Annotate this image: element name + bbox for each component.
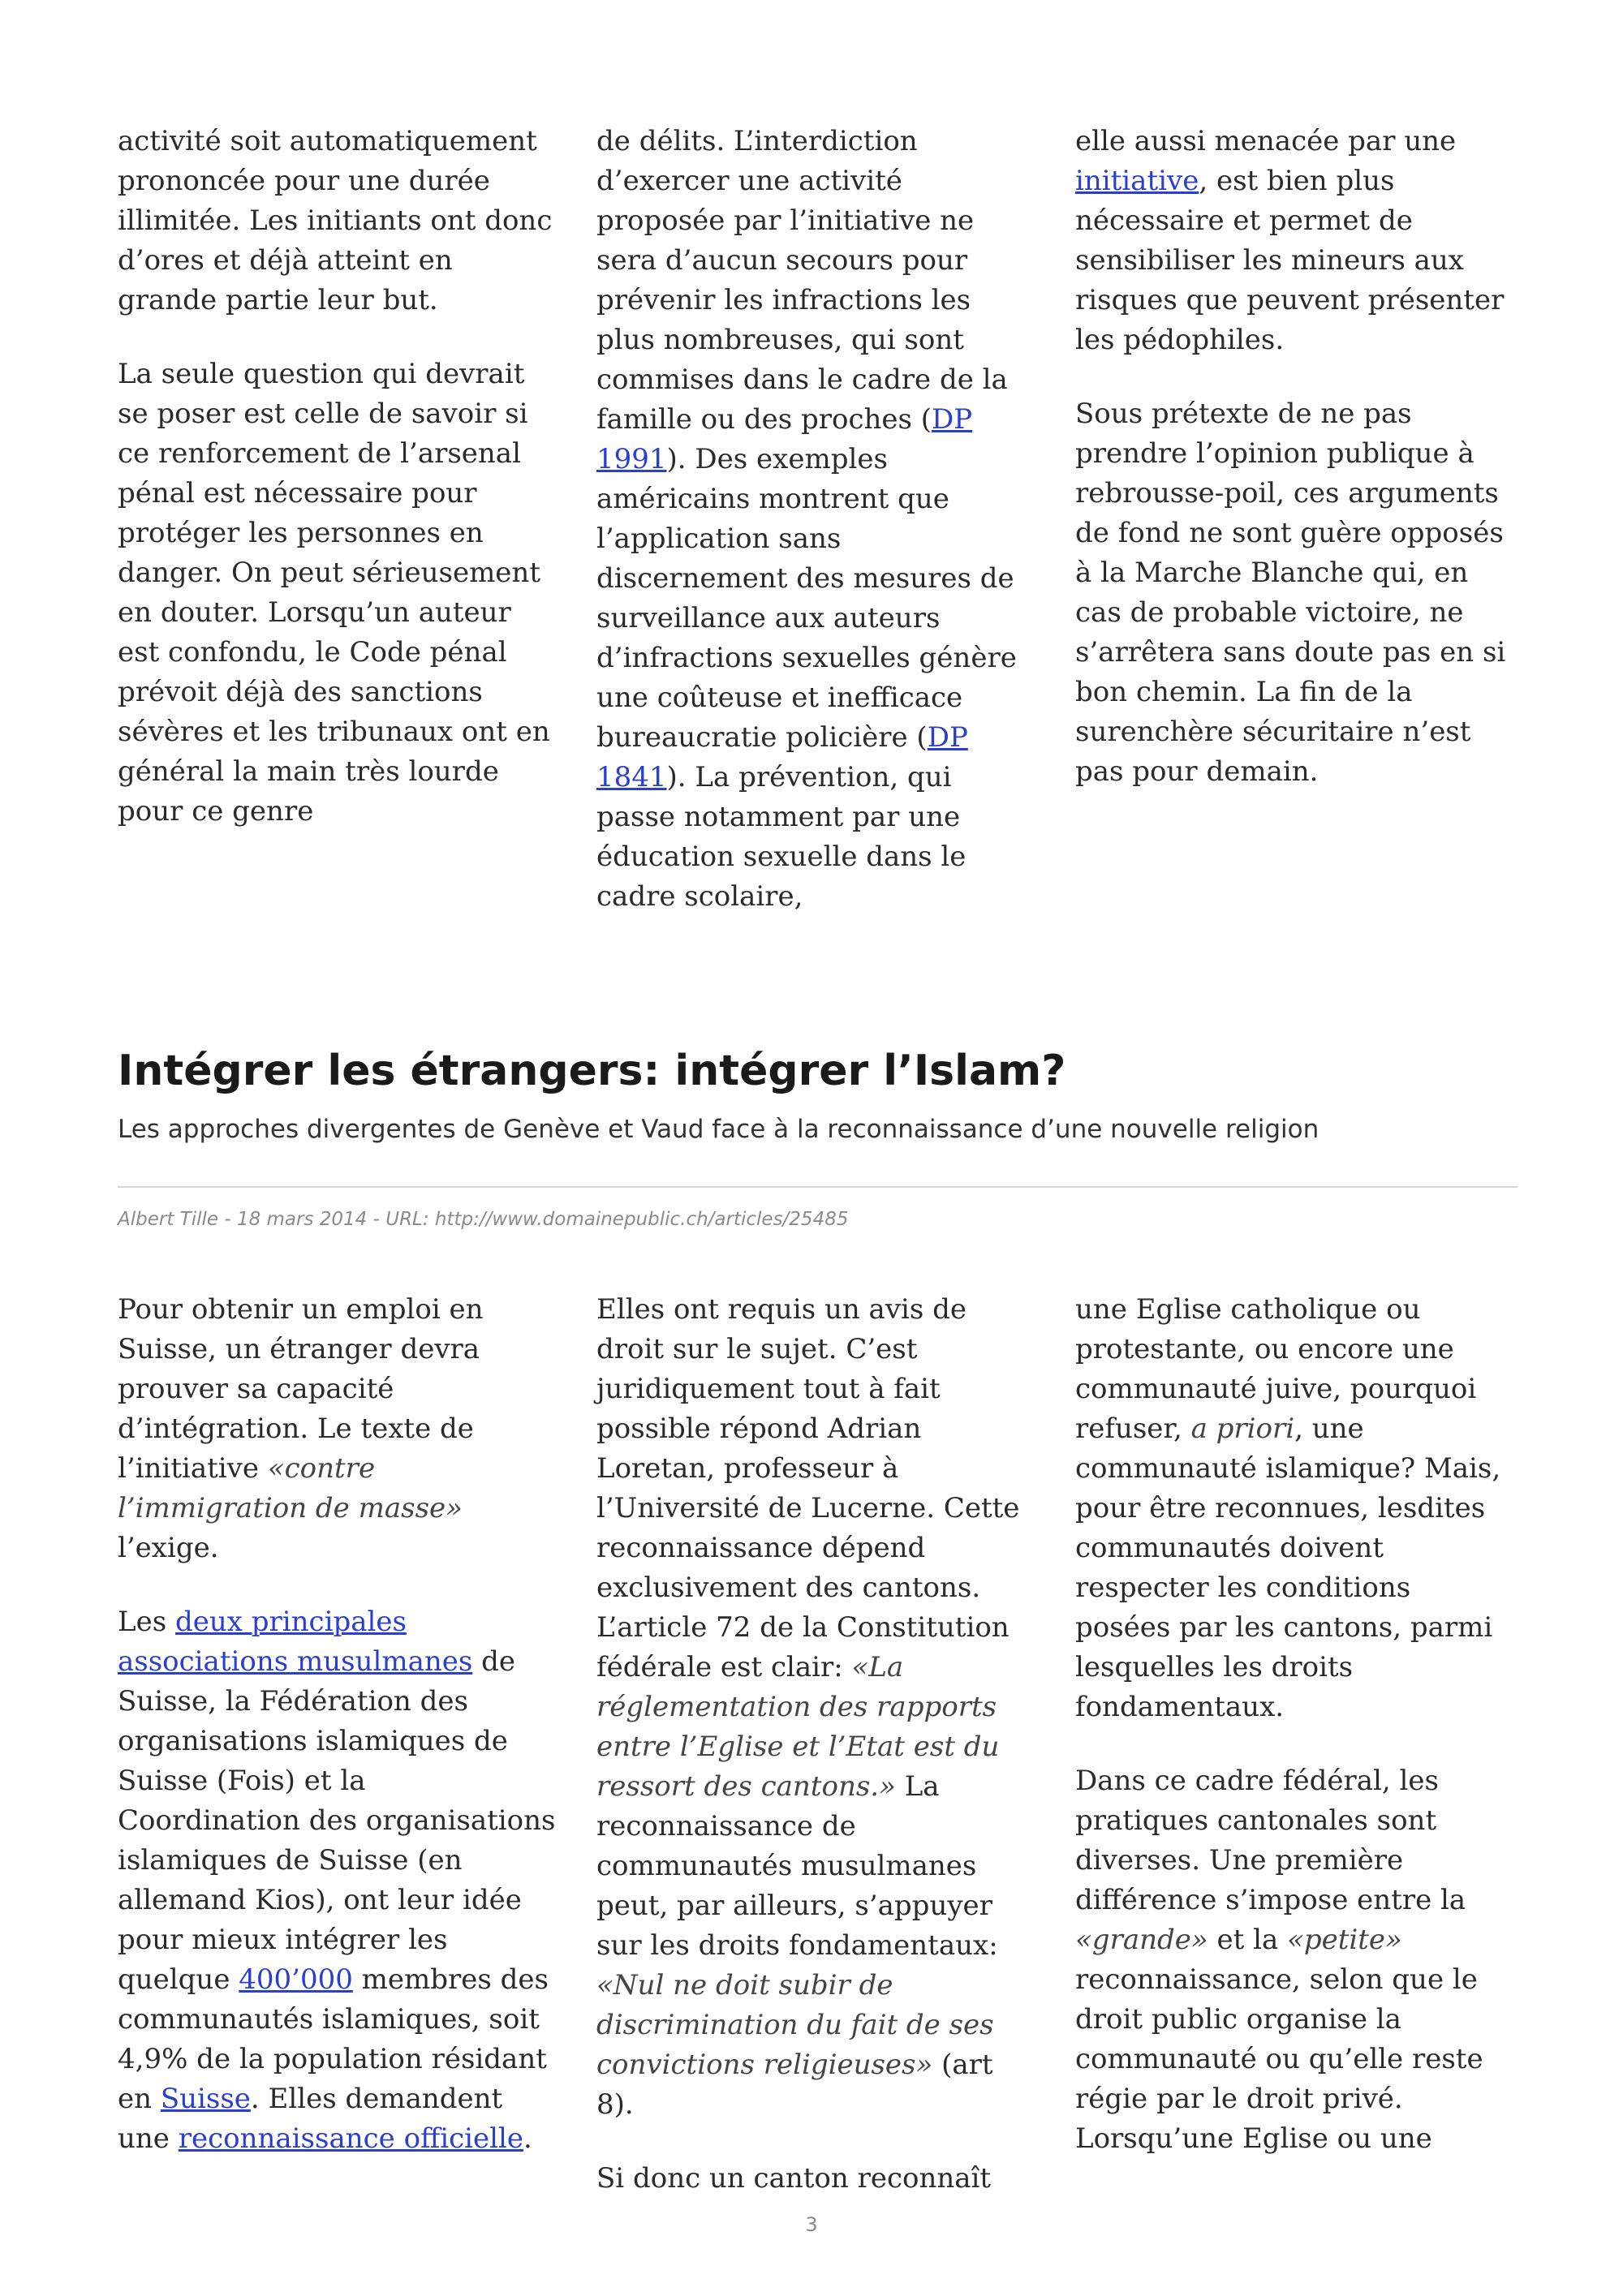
- associations-link[interactable]: deux principales associations musulmanes: [118, 1606, 473, 1678]
- paragraph: [118, 1290, 556, 1568]
- header-divider: [118, 1186, 1518, 1188]
- article-column-1: [118, 1290, 556, 2159]
- emphasis: «petite»: [1287, 1924, 1402, 1956]
- paragraph: [1075, 1290, 1513, 1727]
- quote: «La réglementation des rapports entre l’Eglise et l’Etat est du ressort des cantons.»: [596, 1651, 1000, 1803]
- text-run: une Eglise catholique ou protestante, ou encore une communauté juive, pourquoi refuser,: [1075, 1293, 1477, 1445]
- text-run: Pour obtenir un emploi en Suisse, un étranger devra prouver sa capacité d’intégration. Le texte de l’initiative: [118, 1293, 484, 1485]
- text-run: , une communauté islamique? Mais, pour être reconnues, lesdites communautés doivent respecter les conditions posées par les cantons, parmi lesquelles les droits fondamentaux.: [1075, 1412, 1501, 1723]
- paragraph: [1075, 122, 1513, 360]
- top-column-1: [118, 122, 556, 832]
- emphasis: «grande»: [1075, 1924, 1208, 1956]
- paragraph: [1075, 1761, 1513, 2159]
- article-subtitle: Les approches divergentes de Genève et Vaud face à la reconnaissance d’une nouvelle religion: [118, 1115, 1319, 1144]
- paragraph: [118, 1602, 556, 2159]
- dp-1841-link[interactable]: DP 1841: [596, 721, 968, 793]
- article-title: Intégrer les étrangers: intégrer l’Islam?: [118, 1047, 1066, 1095]
- paragraph: activité soit automatiquement prononcée pour une durée illimitée. Les initiants ont donc d’ores et déjà atteint en grande partie leur but.: [118, 125, 553, 316]
- text-run: de Suisse, la Fédération des organisations islamiques de Suisse (Fois) et la Coordination des organisations islamiques de Suisse (en allemand Kios), ont leur idée pour mieux intégrer les quelque: [118, 1645, 556, 1996]
- paragraph: Sous prétexte de ne pas prendre l’opinion publique à rebrousse-poil, ces arguments de fond ne sont guère opposés à la Marche Blanche qui, en cas de probable victoire, ne s’arrêtera sans doute pas en si bon chemin. La fin de la surenchère sécuritaire n’est pas pour demain.: [1075, 398, 1506, 788]
- article-column-2: [596, 1290, 1035, 2199]
- top-column-2: [596, 122, 1035, 917]
- initiative-link[interactable]: initiative: [1075, 165, 1199, 197]
- emphasis: a priori: [1190, 1412, 1295, 1445]
- text-run: La reconnaissance de communautés musulmanes peut, par ailleurs, s’appuyer sur les droits fondamentaux:: [596, 1770, 998, 1962]
- text-run: Elles ont requis un avis de droit sur le sujet. C’est juridiquement tout à fait possible répond Adrian Loretan, professeur à l’Université de Lucerne. Cette reconnaissance dépend exclusivement des cantons. L’article 72 de la Constitution fédérale est clair:: [596, 1293, 1020, 1683]
- text-run: . Elles demandent une: [118, 2083, 503, 2155]
- paragraph: [596, 122, 1035, 917]
- reconnaissance-link[interactable]: reconnaissance officielle: [178, 2122, 523, 2155]
- text-run: de délits. L’interdiction d’exercer une activité proposée par l’initiative ne sera d’aucun secours pour prévenir les infractions les plus nombreuses, qui sont commises dans le cadre de la famille ou des proches (: [596, 125, 1008, 436]
- article-column-3: [1075, 1290, 1513, 2159]
- text-run: et la: [1208, 1924, 1288, 1956]
- population-link[interactable]: 400’000: [239, 1963, 353, 1996]
- text-run: ). Des exemples américains montrent que l’application sans discernement des mesures de surveillance aux auteurs d’infractions sexuelles génère une coûteuse et inefficace bureaucratie policière (: [596, 443, 1017, 754]
- text-run: elle aussi menacée par une: [1075, 125, 1457, 157]
- dp-1991-link[interactable]: DP 1991: [596, 403, 973, 475]
- text-run: reconnaissance, selon que le droit public organise la communauté ou qu’elle reste régie par le droit privé. Lorsqu’une Eglise ou une: [1075, 1963, 1483, 2155]
- paragraph: [596, 1290, 1035, 2125]
- paragraph: Si donc un canton reconnaît: [596, 2162, 992, 2195]
- quote: «contre l’immigration de masse»: [118, 1452, 463, 1524]
- top-column-3: [1075, 122, 1513, 792]
- text-run: , est bien plus nécessaire et permet de sensibiliser les mineurs aux risques que peuvent présenter les pédophiles.: [1075, 165, 1505, 356]
- text-run: (art 8).: [596, 2049, 993, 2121]
- text-run: ). La prévention, qui passe notamment par une éducation sexuelle dans le cadre scolaire,: [596, 761, 966, 913]
- page-number: 3: [805, 2213, 818, 2236]
- text-run: .: [523, 2122, 532, 2155]
- text-run: Dans ce cadre fédéral, les pratiques cantonales sont diverses. Une première différence s’impose entre la: [1075, 1765, 1466, 1916]
- text-run: l’exige.: [118, 1532, 219, 1564]
- text-run: Les: [118, 1606, 175, 1638]
- quote: «Nul ne doit subir de discrimination du fait de ses convictions religieuses»: [596, 1969, 994, 2081]
- text-run: membres des communautés islamiques, soit 4,9% de la population résidant en: [118, 1963, 549, 2115]
- suisse-link[interactable]: Suisse: [160, 2083, 251, 2115]
- article-byline: Albert Tille - 18 mars 2014 - URL: http://www.domainepublic.ch/articles/25485: [118, 1209, 849, 1230]
- paragraph: La seule question qui devrait se poser est celle de savoir si ce renforcement de l’arsenal pénal est nécessaire pour protéger les personnes en danger. On peut sérieusement en douter. Lorsqu’un auteur est confondu, le Code pénal prévoit déjà des sanctions sévères et les tribunaux ont en général la main très lourde pour ce genre: [118, 358, 550, 828]
